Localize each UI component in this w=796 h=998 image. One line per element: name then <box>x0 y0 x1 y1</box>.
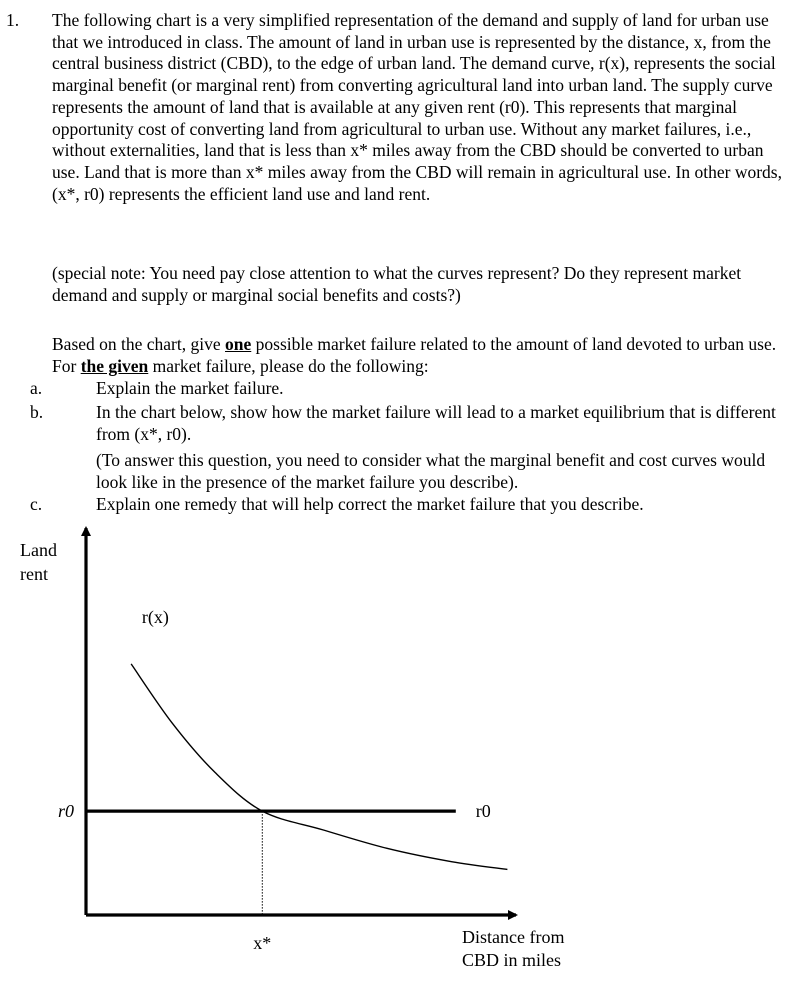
subpart-a-text: Explain the market failure. <box>96 378 284 398</box>
instruction-text-2: possible market failure related to the amount of land devoted to urban use. For <box>52 334 777 376</box>
supply-curve-label: r0 <box>475 801 491 822</box>
subpart-b-text: In the chart below, show how the market failure will lead to a market equilibrium that is different from (x*, r0). <box>96 402 776 444</box>
question-paragraph: The following chart is a very simplified representation of the demand and supply of land for urban use that we introduced in class. The amount of land in urban use is represented by the distance, x, from the central business district (CBD), to the edge of urban land. The demand curve, r(x), represents the social marginal benefit (or marginal rent) from converting agricultural land into urban land. The supply curve represents the amount of land that is available at any given rent (r0). This represents that marginal opportunity cost of converting land from agricultural to urban use. Without any market failures, i.e., without externalities, land that is less than x* miles away from the CBD should be converted to urban use. Land that is more than x* miles away from the CBD will remain in agricultural use. In other words, (x*, r0) represents the efficient land use and land rent. <box>52 10 782 204</box>
y-tick-label-r0: r0 <box>57 801 74 822</box>
x-axis-label-line2: CBD in miles <box>462 950 562 970</box>
x-tick-label-xstar: x* <box>253 933 272 953</box>
subpart-c-letter: c. <box>30 494 43 514</box>
instruction-text-3: market failure, please do the following: <box>148 355 429 376</box>
emphasis-the-given: the given <box>80 355 149 376</box>
special-note: (special note: You need pay close attention to what the curves represent? Do they represent market demand and supply or marginal social benefits and costs?) <box>52 263 742 305</box>
demand-curve-rx <box>131 664 507 870</box>
x-axis-label-line1: Distance from <box>462 927 565 947</box>
y-axis-label-line2: rent <box>20 564 48 584</box>
subpart-a-letter: a. <box>30 378 43 398</box>
land-rent-chart <box>0 520 796 998</box>
subpart-b-letter: b. <box>30 402 44 422</box>
instruction-text-1: Based on the chart, give <box>52 334 226 354</box>
question-number: 1. <box>6 10 20 30</box>
instruction-paragraph <box>52 334 788 377</box>
chart-plot-area <box>20 528 564 970</box>
subpart-c-text: Explain one remedy that will help correct the market failure that you describe. <box>96 494 644 514</box>
subpart-b-hint: (To answer this question, you need to consider what the marginal benefit and cost curves would look like in the presence of the market failure you describe). <box>96 450 766 492</box>
emphasis-one: one <box>225 334 252 354</box>
demand-curve-label: r(x) <box>141 607 169 627</box>
y-axis-label-line1: Land <box>20 540 57 560</box>
